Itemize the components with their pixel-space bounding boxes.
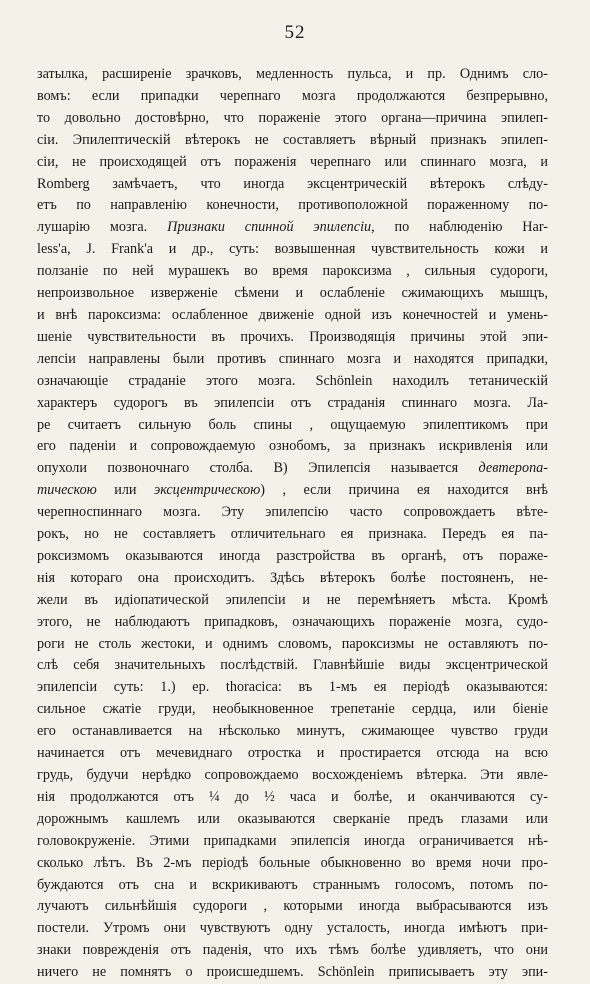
text-segment: сильное сжатiе груди, необыкновенное трепетанiе сердца, или бiенiе (37, 701, 548, 718)
italic-segment: Признаки спинной эпилепсiи (167, 219, 372, 236)
text-segment: означающiе страданiе этого мозга. Schönlein находилъ тетаническiй (37, 372, 548, 389)
text-line (37, 502, 548, 524)
italic-segment: тическою (37, 482, 97, 499)
text-line (37, 415, 548, 437)
text-segment: роксизмомъ оказываются иногда разстройства въ органѣ, отъ пораже- (37, 547, 548, 564)
text-line (37, 86, 548, 108)
text-segment: лепсiи направлены были противъ спиннаго мозга и находятся припадки, (37, 350, 548, 367)
text-line (37, 918, 548, 940)
text-segment: его останавливается на нѣсколько минутъ, сжимающее чувство груди (37, 723, 548, 740)
text-segment: рокъ, но не составляетъ отличительнаго ея признака. Передъ ея па- (37, 526, 548, 543)
text-line (37, 940, 548, 962)
text-line (37, 721, 548, 743)
text-line (37, 896, 548, 918)
text-line (37, 853, 548, 875)
text-segment: вомъ: если припадки черепнаго мозга продолжаются безпрерывно, (37, 87, 548, 104)
text-segment: слѣ себя значительныхъ послѣдствiй. Главнѣйшiе виды эксцентрической (37, 657, 548, 674)
text-line (37, 108, 548, 130)
text-line (37, 261, 548, 283)
text-line (37, 590, 548, 612)
text-line (37, 765, 548, 787)
text-line (37, 875, 548, 897)
text-line (37, 699, 548, 721)
text-line (37, 283, 548, 305)
text-segment: начинается отъ мечевиднаго отростка и простирается отсюда на всю (37, 745, 548, 762)
text-line (37, 371, 548, 393)
text-segment: сколько лѣтъ. Въ 2-мъ перiодѣ больные обыкновенно во время ночи про- (37, 854, 548, 871)
text-segment: Romberg замѣчаетъ, что иногда эксцентрическiй вѣтерокъ слѣду- (37, 175, 548, 192)
text-segment: ) , если причина ея находится внѣ (260, 482, 548, 499)
text-line (37, 568, 548, 590)
text-line (37, 217, 548, 239)
text-segment: роги не столь жестоки, и однимъ словомъ, пароксизмы не оставляютъ по- (37, 635, 548, 652)
text-line (37, 436, 548, 458)
text-segment: сiи. Эпилептическiй вѣтерокъ не составляетъ вѣрный признакъ эпилеп- (37, 131, 548, 148)
text-line (37, 64, 548, 86)
text-line (37, 174, 548, 196)
text-segment: ползанiе по ней мурашекъ во время пароксизма , сильныя судороги, (37, 263, 548, 280)
page-number: 52 (284, 22, 306, 43)
text-segment: или (96, 482, 154, 499)
text-segment: грудь, будучи нерѣдко сопровождаемо восхожденiемъ вѣтерка. Эти явле- (37, 767, 548, 783)
text-segment: затылка, расширенiе зрачковъ, медленность пульса, и пр. Однимъ сло- (37, 66, 548, 82)
text-line (37, 458, 548, 480)
text-line (37, 677, 548, 699)
text-segment: жели въ идiопатической эпилепсiи и не перемѣняетъ мѣста. Кромѣ (37, 591, 548, 608)
text-segment: то довольно достовѣрно, что пораженiе этого органа—причина эпилеп- (37, 109, 548, 126)
text-segment: дорожнымъ кашлемъ или оказываются сверканiе предъ глазами или (37, 810, 548, 827)
text-segment: и внѣ пароксизма: ослабленное движенiе одной изъ конечностей и умень- (37, 306, 548, 323)
text-line (37, 130, 548, 152)
text-line (37, 393, 548, 415)
text-line (37, 612, 548, 634)
text-segment: ничего не помнятъ о происшедшемъ. Schönlein приписываетъ эту эпи- (37, 964, 548, 981)
text-segment: шенiе чувствительности въ прочихъ. Производящiя причины этой эпи- (37, 328, 548, 345)
text-segment: сiи, не происходящей отъ пораженiя черепнаго или спиннаго мозга, и (37, 153, 548, 170)
text-line (37, 655, 548, 677)
text-line (37, 962, 548, 984)
text-line (37, 524, 548, 546)
text-segment: етъ по направленiю конечности, противоположной пораженному по- (37, 197, 548, 214)
text-segment: эпилепсiи суть: 1.) ep. thoracica: въ 1-мъ ея перiодѣ оказываются: (37, 679, 548, 696)
text-segment: буждаются отъ сна и вскрикиваютъ страннымъ голосомъ, потомъ по- (37, 876, 548, 893)
text-segment: less'а, J. Frank'а и др., суть: возвышенная чувствительность кожи и (37, 241, 548, 258)
text-segment: лушарiю мозга. (37, 219, 168, 236)
text-segment: черепноспиннаго мозга. Эту эпилепсiю часто сопровождаетъ вѣте- (37, 504, 548, 521)
text-segment: непроизвольное изверженiе сѣмени и ослабленiе сжимающихъ мышцъ, (37, 285, 548, 302)
text-line (37, 195, 548, 217)
italic-segment: эксцентрическою (154, 482, 261, 499)
text-segment: нiя продолжаются отъ ¼ до ½ часа и болѣе, и оканчиваются су- (37, 788, 548, 805)
text-line (37, 743, 548, 765)
text-line (37, 787, 548, 809)
text-line (37, 152, 548, 174)
text-line (37, 831, 548, 853)
italic-segment: девтеропа- (478, 460, 548, 477)
text-segment: характеръ судорогъ въ эпилепсiи отъ страданiя спиннаго мозга. Ла- (37, 394, 548, 411)
body-text (37, 64, 548, 984)
text-segment: его паденiи и сопровождаемую ознобомъ, за признакъ искривленiя или (37, 438, 548, 455)
text-line (37, 480, 548, 502)
text-line (37, 305, 548, 327)
text-segment: этого, не наблюдаютъ припадковъ, означающихъ пораженiе мозга, судо- (37, 613, 548, 630)
text-line (37, 546, 548, 568)
text-line (37, 349, 548, 371)
text-segment: головокруженiе. Этими припадками эпилепсiя иногда ограничивается нѣ- (37, 832, 548, 849)
text-segment: знаки поврежденiя отъ паденiя, что ихъ тѣмъ болѣе удивляетъ, что они (37, 942, 548, 959)
text-line (37, 634, 548, 656)
text-line (37, 327, 548, 349)
text-segment: лучаютъ сильнѣйшiя судороги , которыми иногда выбрасываются изъ (37, 898, 548, 915)
text-line (37, 809, 548, 831)
text-line (37, 239, 548, 261)
text-segment: нiя котораго она происходитъ. Здѣсь вѣтерокъ болѣе постояненъ, не- (37, 569, 548, 586)
text-segment: опухоли позвоночнаго столба. B) Эпилепсiя называется (37, 460, 479, 477)
text-segment: , по наблюденiю Har- (371, 219, 548, 236)
text-segment: постели. Утромъ они чувствуютъ одну усталость, иногда имѣютъ при- (37, 920, 548, 937)
text-segment: ре считаетъ сильную боль спины , ощущаемую эпилептикомъ при (37, 416, 548, 433)
